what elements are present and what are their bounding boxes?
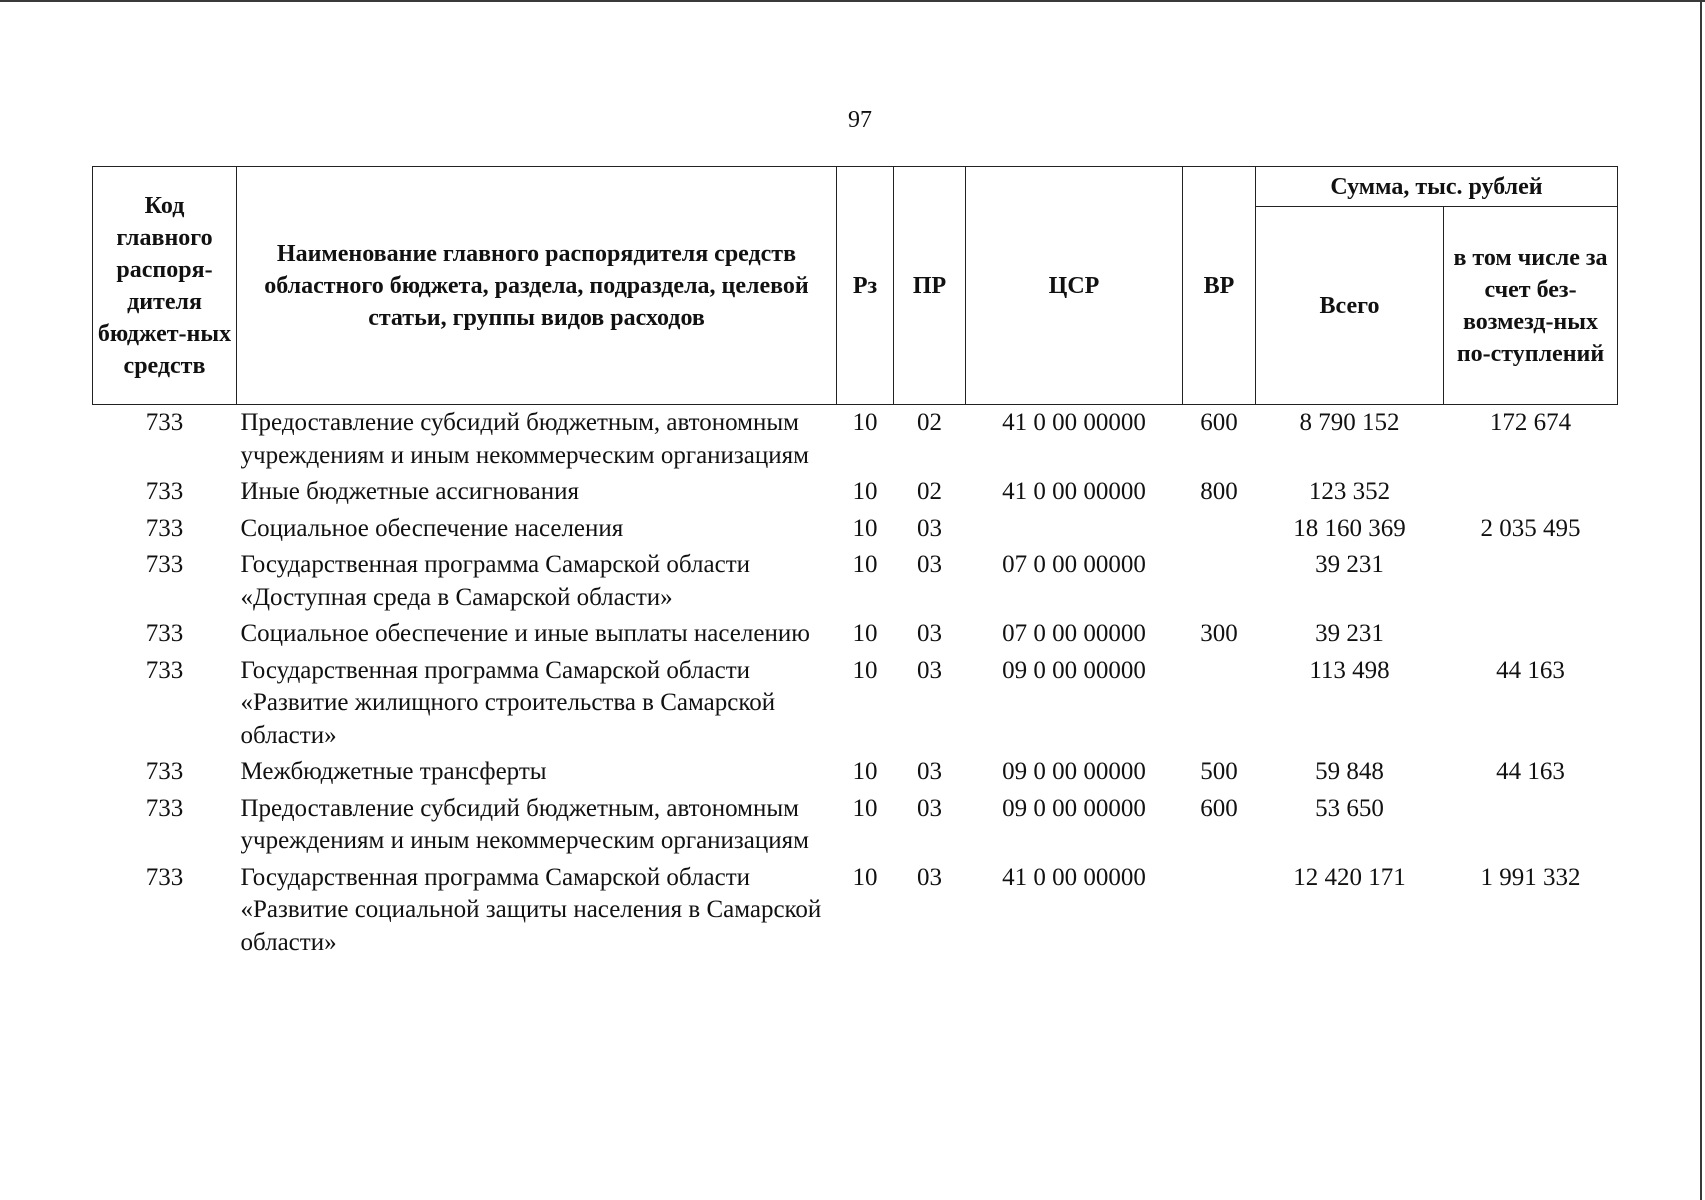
cell-code: 733: [145, 863, 184, 891]
table-row: [93, 547, 1618, 616]
cell-name: Предоставление субсидий бюджетным, автономным учреждениям и иным некоммерческим организациям: [240, 794, 809, 854]
cell-free: [1444, 791, 1618, 860]
cell-pr: 03: [917, 758, 942, 785]
cell-name: Иные бюджетные ассигнования: [240, 478, 580, 505]
cell-pr: 02: [917, 478, 942, 505]
cell-vr: [1183, 653, 1256, 755]
cell-name: Предоставление субсидий бюджетным, автономным учреждениям и иным некоммерческим организациям: [240, 409, 809, 469]
cell-pr: 02: [917, 409, 942, 436]
cell-csr: 07 0 00 00000: [1002, 620, 1146, 647]
cell-code: 733: [145, 514, 184, 542]
table-header: [93, 167, 1618, 405]
cell-vr: 800: [1200, 478, 1238, 505]
table-row: [93, 511, 1618, 548]
top-border-line: [0, 0, 1705, 2]
cell-rz: 10: [852, 794, 878, 822]
header-rz: Рз: [837, 167, 894, 405]
cell-free: [1444, 474, 1618, 511]
table-body: [93, 405, 1618, 962]
cell-total: 39 231: [1315, 620, 1384, 647]
cell-code: 733: [145, 409, 184, 436]
cell-name: Государственная программа Самарской области «Развитие жилищного строительства в Самарской области»: [240, 656, 776, 749]
cell-rz: 10: [852, 863, 878, 891]
cell-code: 733: [145, 478, 184, 505]
cell-free: 1 991 332: [1480, 863, 1581, 891]
cell-csr: 09 0 00 00000: [1002, 758, 1146, 785]
cell-total: 8 790 152: [1299, 409, 1400, 436]
header-pr: ПР: [894, 167, 966, 405]
cell-pr: 03: [917, 656, 942, 684]
cell-code: 733: [145, 758, 184, 785]
header-name: Наименование главного распорядителя средств областного бюджета, раздела, подраздела, целевой статьи, группы видов расходов: [237, 167, 837, 405]
table-row: [93, 653, 1618, 755]
cell-rz: 10: [852, 551, 878, 578]
cell-free: 44 163: [1496, 656, 1565, 684]
cell-code: 733: [145, 620, 184, 647]
cell-vr: 600: [1200, 794, 1238, 822]
cell-vr: [1183, 860, 1256, 962]
cell-name: Социальное обеспечение населения: [240, 514, 624, 542]
cell-pr: 03: [917, 514, 942, 542]
cell-free: [1444, 547, 1618, 616]
header-sum: Сумма, тыс. рублей: [1256, 167, 1618, 207]
table-row: [93, 474, 1618, 511]
table-row: [93, 405, 1618, 475]
cell-rz: 10: [852, 478, 878, 505]
cell-name: Социальное обеспечение и иные выплаты населению: [240, 620, 810, 647]
table-row: [93, 616, 1618, 653]
cell-code: 733: [145, 551, 184, 578]
cell-csr: 09 0 00 00000: [1002, 794, 1146, 822]
cell-csr: 09 0 00 00000: [1002, 656, 1146, 684]
header-free: в том числе за счет без-возмезд-ных по-ступлений: [1444, 207, 1618, 405]
cell-csr: 41 0 00 00000: [1002, 409, 1146, 436]
cell-rz: 10: [852, 620, 878, 647]
budget-table: [92, 166, 1618, 961]
table-row: [93, 754, 1618, 791]
cell-rz: 10: [852, 656, 878, 684]
header-total: Всего: [1256, 207, 1444, 405]
cell-total: 18 160 369: [1293, 514, 1406, 542]
cell-csr: [966, 511, 1183, 548]
cell-code: 733: [145, 794, 184, 822]
table-row: [93, 860, 1618, 962]
cell-pr: 03: [917, 620, 942, 647]
cell-vr: 500: [1200, 758, 1238, 785]
cell-total: 39 231: [1315, 551, 1384, 578]
cell-total: 53 650: [1315, 794, 1384, 822]
cell-vr: [1183, 547, 1256, 616]
cell-csr: 41 0 00 00000: [1002, 478, 1146, 505]
cell-free: 44 163: [1496, 758, 1565, 785]
cell-pr: 03: [917, 551, 942, 578]
header-code: Код главного распоря-дителя бюджет-ных средств: [93, 167, 237, 405]
cell-total: 59 848: [1315, 758, 1384, 785]
cell-free: [1444, 616, 1618, 653]
cell-free: 2 035 495: [1480, 514, 1581, 542]
cell-rz: 10: [852, 409, 878, 436]
cell-total: 123 352: [1308, 478, 1391, 505]
cell-vr: 300: [1200, 620, 1238, 647]
cell-rz: 10: [852, 758, 878, 785]
cell-vr: [1183, 511, 1256, 548]
right-border-line: [1700, 0, 1702, 1200]
table-row: [93, 791, 1618, 860]
cell-code: 733: [145, 656, 184, 684]
cell-free: 172 674: [1489, 409, 1572, 436]
cell-total: 12 420 171: [1293, 863, 1406, 891]
cell-name: Межбюджетные трансферты: [240, 758, 547, 785]
cell-pr: 03: [917, 794, 942, 822]
header-csr: ЦСР: [966, 167, 1183, 405]
cell-name: Государственная программа Самарской области «Доступная среда в Самарской области»: [240, 551, 750, 611]
header-vr: ВР: [1183, 167, 1256, 405]
page-number: 97: [848, 107, 872, 133]
cell-vr: 600: [1200, 409, 1238, 436]
cell-name: Государственная программа Самарской области «Развитие социальной защиты населения в Самарской области»: [240, 863, 822, 956]
cell-csr: 41 0 00 00000: [1002, 863, 1146, 891]
cell-pr: 03: [917, 863, 942, 891]
cell-rz: 10: [852, 514, 878, 542]
cell-csr: 07 0 00 00000: [1002, 551, 1146, 578]
cell-total: 113 498: [1309, 656, 1390, 684]
